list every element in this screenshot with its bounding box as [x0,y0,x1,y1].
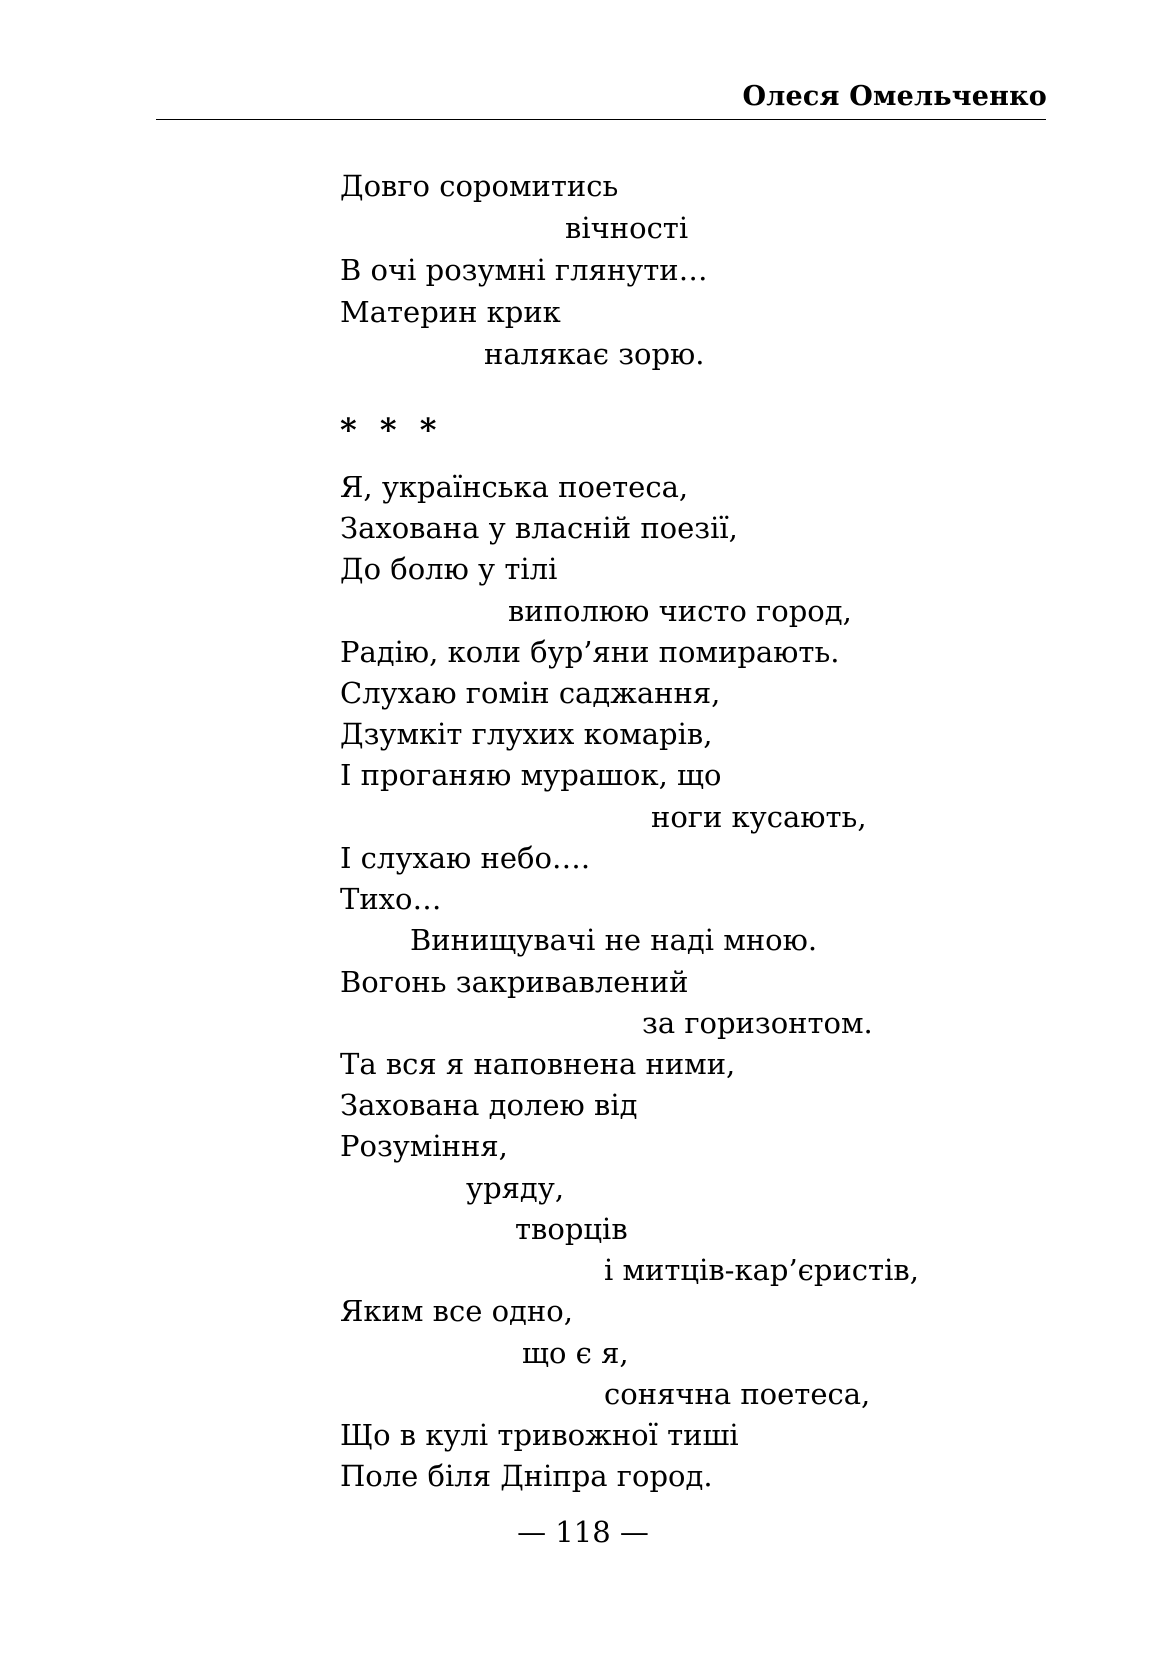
poem-line: Винищувачі не наді мною. [410,923,818,957]
poem-line: До болю у тілі [340,552,558,586]
poem-line: Слухаю гомін саджання, [340,676,721,710]
poem-line: Захована долею від [340,1088,638,1122]
poem-line: Тихо… [340,882,442,916]
poem-line: І слухаю небо…. [340,841,591,875]
poem-line: налякає зорю. [484,337,705,371]
poem-line: сонячна поетеса, [604,1377,871,1411]
poem-line: Що в кулі тривожної тиші [340,1418,739,1452]
poem-line: за горизонтом. [642,1006,873,1040]
poem-line: Вогонь закривавлений [340,965,689,999]
poem-line: уряду, [466,1171,565,1205]
poem-line: Та вся я наповнена ними, [340,1047,736,1081]
poem-line: Яким все одно, [340,1294,573,1328]
poem-line: вічності [565,211,689,245]
poem-line: виполюю чисто город, [508,594,852,628]
poem-line: Материн крик [340,295,561,329]
poem-line: І проганяю мурашок, що [340,758,722,792]
poem-line: Захована у власній поезії, [340,511,738,545]
poem-line: ноги кусають, [651,800,867,834]
stanza-separator: * * * [340,411,443,449]
poem-line: Поле біля Дніпра город. [340,1459,713,1493]
poem-line: творців [515,1212,628,1246]
poem-line: Радію, коли бур’яни помирають. [340,635,840,669]
page-header-author: Олеся Омельченко [742,81,1047,112]
poem-line: Довго соромитись [340,169,619,203]
poem-line: Я, українська поетеса, [340,470,689,504]
poem-line: Розуміння, [340,1129,508,1163]
poem-line: і митців-кар’єристів, [604,1253,919,1287]
poem-line: що є я, [522,1336,629,1370]
poem-line: В очі розумні глянути… [340,253,708,287]
poem-line: Дзумкіт глухих комарів, [340,717,713,751]
page-number: — 118 — [517,1515,649,1549]
